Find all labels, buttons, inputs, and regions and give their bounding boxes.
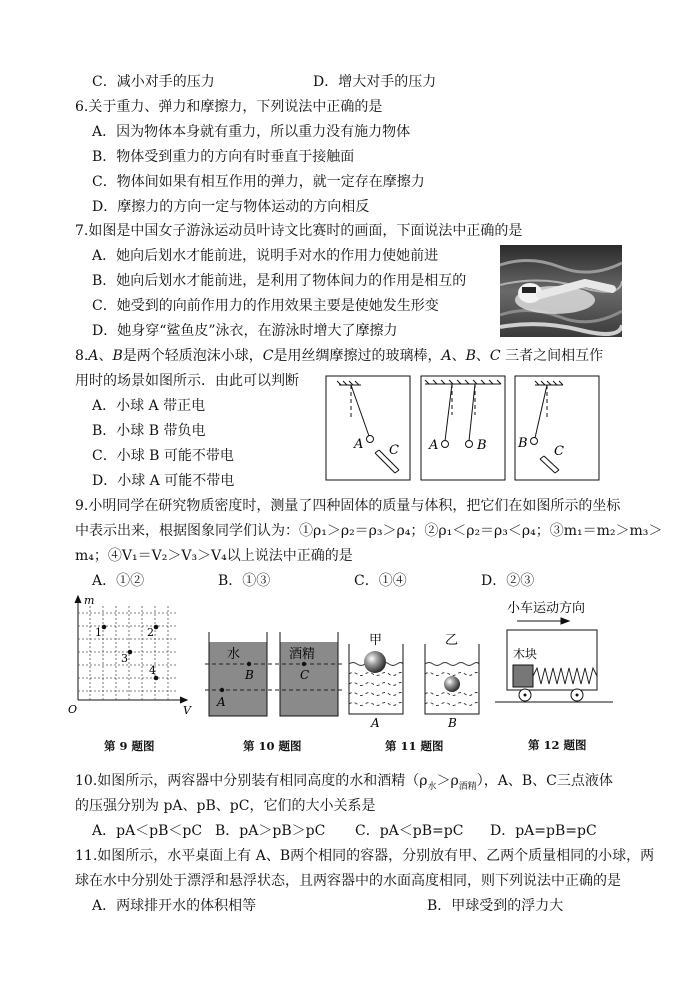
q6-option-d: D．摩擦力的方向一定与物体运动的方向相反 xyxy=(92,199,370,215)
fig9-x-label: V xyxy=(183,704,191,717)
q9-stem-line2: 中表示出来，根据图象同学们认为：①ρ₁＞ρ₂＝ρ₃＞ρ₄；②ρ₁＜ρ₂＝ρ₃＜ρ₄；③m₁＝m₂＞m₃＞ xyxy=(75,523,663,539)
q11-option-b: B．甲球受到的浮力大 xyxy=(427,898,564,914)
fig10-point-c: C xyxy=(300,668,310,682)
q7-stem: 7.如图是中国女子游泳运动员叶诗文比赛时的画面，下面说法中正确的是 xyxy=(75,223,523,239)
q8-label-b2: B xyxy=(518,436,528,451)
swimmer-photo xyxy=(500,245,622,337)
fig10-water-label: 水 xyxy=(227,647,241,662)
q9-stem-line1: 9.小明同学在研究物质密度时，测量了四种固体的质量与体积，把它们在如图所示的坐标 xyxy=(75,498,621,514)
q11-stem-line2: 球在水中分别处于漂浮和悬浮状态，且两容器中的水面高度相同，则下列说法中正确的是 xyxy=(75,873,621,889)
fig11-container-a: A xyxy=(371,716,380,728)
q8-label-b: B xyxy=(477,438,487,453)
q8-option-b: B．小球 B 带负电 xyxy=(92,423,206,439)
q5-option-c: C．减小对手的压力 xyxy=(92,74,215,90)
fig10-alcohol-label: 酒精 xyxy=(289,647,316,662)
q8-label-a2: A xyxy=(429,438,439,453)
fig9-point-2: 2 xyxy=(147,626,154,639)
q7-option-d: D．她身穿“鲨鱼皮”泳衣，在游泳时增大了摩擦力 xyxy=(92,323,398,339)
fig10-caption: 第 10 题图 xyxy=(243,739,302,753)
q7-option-b: B．她向后划水才能前进，是利用了物体间力的作用是相互的 xyxy=(92,273,467,289)
fig11-caption: 第 11 题图 xyxy=(385,739,444,753)
q11-option-a: A．两球排开水的体积相等 xyxy=(92,898,257,914)
q7-option-a: A．她向后划水才能前进，说明手对水的作用力使她前进 xyxy=(92,248,439,264)
q10-stem-line2: 的压强分别为 pA、pB、pC，它们的大小关系是 xyxy=(75,798,376,814)
q8-stem-line1: 8.A、B是两个轻质泡沫小球，C是用丝绸摩擦过的玻璃棒，A、B、C 三者之间相互作 xyxy=(75,348,604,364)
q6-option-c: C．物体间如果有相互作用的弹力，就一定存在摩擦力 xyxy=(92,174,425,190)
q8-stem-line2: 用时的场景如图所示．由此可以判断 xyxy=(75,373,299,389)
q8-option-c: C．小球 B 可能不带电 xyxy=(92,448,234,464)
fig12-direction-label: 小车运动方向 xyxy=(507,601,586,616)
fig9-point-1: 1 xyxy=(95,626,102,639)
fig11-container-b: B xyxy=(448,716,457,728)
q8-option-d: D．小球 A 可能不带电 xyxy=(92,473,235,489)
q5-option-d: D．增大对手的压力 xyxy=(313,74,437,90)
q8-option-a: A．小球 A 带正电 xyxy=(92,398,206,414)
q6-option-b: B．物体受到重力的方向有时垂直于接触面 xyxy=(92,149,355,165)
q7-option-c: C．她受到的向前作用力的作用效果主要是使她发生形变 xyxy=(92,298,439,314)
fig10-containers xyxy=(205,628,345,720)
fig10-point-b: B xyxy=(245,668,254,682)
fig9-origin: O xyxy=(68,703,78,716)
q6-stem: 6.关于重力、弹力和摩擦力，下列说法中正确的是 xyxy=(75,99,383,115)
fig12-cart xyxy=(495,598,615,706)
q8-label-a: A xyxy=(354,437,364,452)
fig9-point-4: 4 xyxy=(149,664,156,677)
fig11-ball-yi: 乙 xyxy=(445,633,459,648)
fig11-containers xyxy=(343,630,491,728)
fig10-point-a: A xyxy=(217,695,226,709)
q9-option-b: B．①③ xyxy=(218,573,271,589)
q10-option-c: C．pA＜pB=pC xyxy=(355,823,464,839)
q11-stem-line1: 11.如图所示，水平桌面上有 A、B两个相同的容器，分别放有甲、乙两个质量相同的小球，两 xyxy=(75,848,655,864)
q10-option-d: D．pA=pB=pC xyxy=(490,823,597,839)
q8-label-c2: C xyxy=(554,444,564,459)
fig12-caption: 第 12 题图 xyxy=(528,738,587,752)
q9-option-c: C．①④ xyxy=(354,573,407,589)
fig9-caption: 第 9 题图 xyxy=(104,739,155,753)
fig12-block-label: 木块 xyxy=(513,647,538,661)
q9-stem-line3: m₄；④V₁＝V₂＞V₃＞V₄以上说法中正确的是 xyxy=(75,548,353,564)
fig9-y-label: m xyxy=(84,594,95,607)
q6-option-a: A．因为物体本身就有重力，所以重力没有施力物体 xyxy=(92,124,411,140)
fig11-ball-jia: 甲 xyxy=(369,633,383,648)
q10-option-a: A．pA＜pB＜pC xyxy=(92,823,203,839)
q9-option-a: A．①② xyxy=(92,573,145,589)
fig9-point-3: 3 xyxy=(121,652,128,665)
q9-option-d: D．②③ xyxy=(481,573,535,589)
q10-option-b: B．pA＞pB＞pC xyxy=(215,823,326,839)
q8-figure xyxy=(325,375,607,481)
fig9-graph xyxy=(68,592,198,717)
q8-label-c: C xyxy=(389,443,399,458)
q10-stem-line1: 10.如图所示，两容器中分别装有相同高度的水和酒精$(\rho_水>\rho_{酒精})$，A、B、C三点液体 xyxy=(75,773,613,792)
